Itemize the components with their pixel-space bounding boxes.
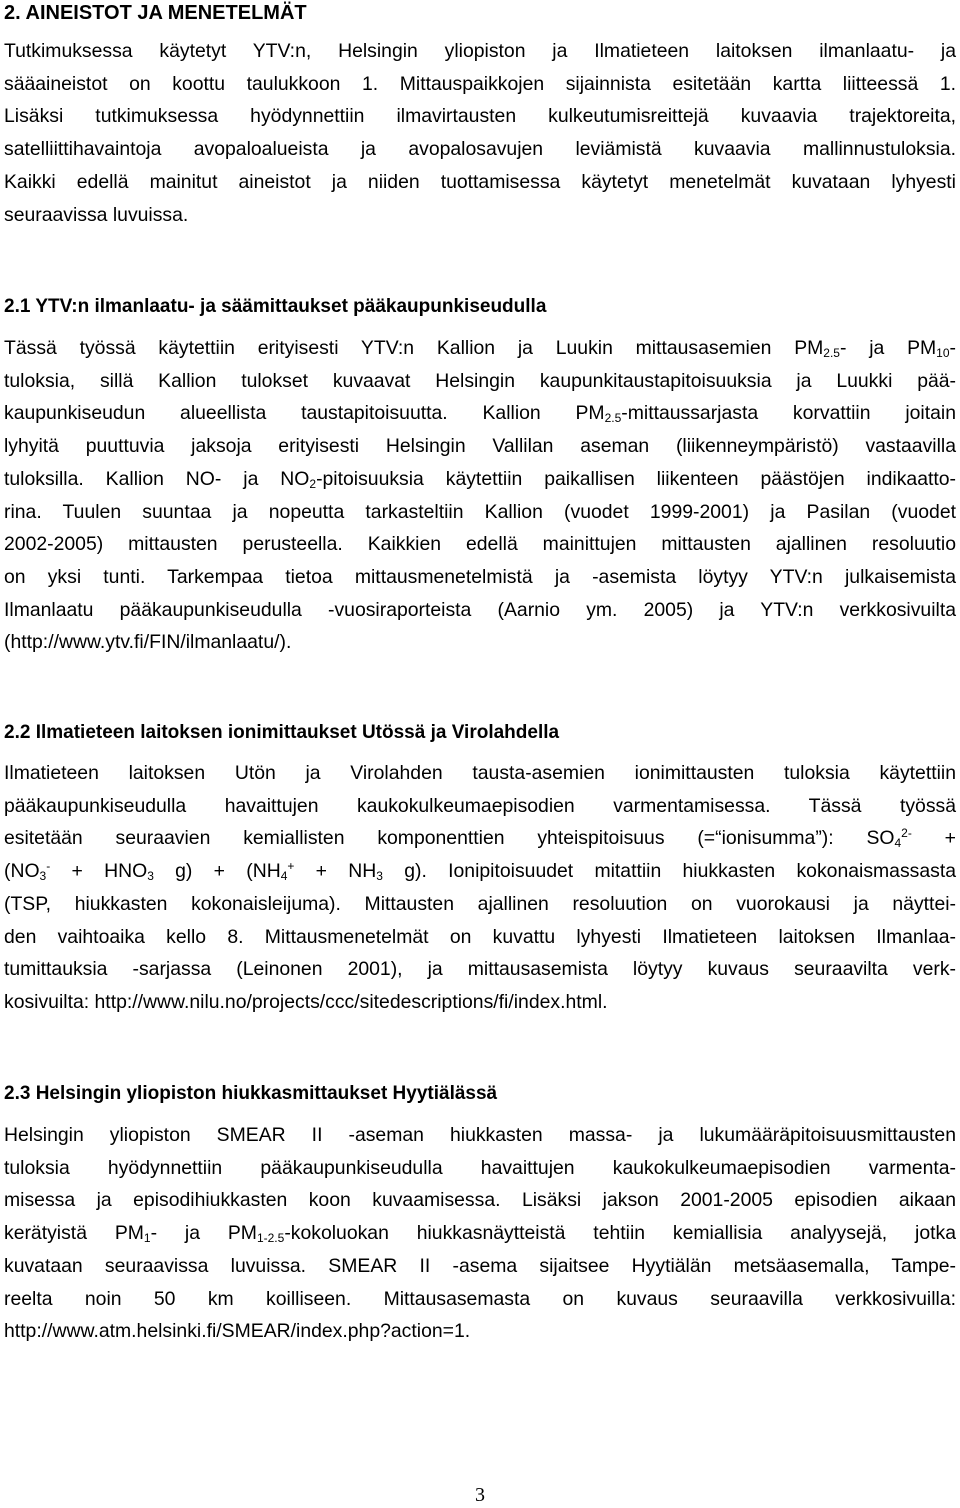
text-line: pääkaupunkiseudulla havaittujen kaukokulkeumaepisodien varmentamisessa. Tässä työssä: [4, 794, 956, 817]
subscript: 1-2.5: [256, 1231, 285, 1246]
text-span: - ja PM: [150, 1222, 257, 1245]
superscript: 2-: [901, 826, 912, 841]
text-line: Lisäksi tutkimuksessa hyödynnettiin ilmavirtausten kulkeutumisreittejä kuvaavia trajektoreita,: [4, 105, 956, 128]
text-line: kosivuilta: http://www.nilu.no/projects/ccc/sitedescriptions/fi/index.html.: [4, 990, 608, 1013]
subscript: 3: [39, 869, 47, 884]
text-span: +: [911, 827, 956, 850]
text-span: -pitoisuuksia käytettiin paikallisen liikenteen päästöjen indikaatto-: [316, 467, 956, 490]
text-line: misessa ja episodihiukkasten koon kuvaamisessa. Lisäksi jakson 2001-2005 episodien aikaan: [4, 1189, 956, 1212]
section-2-1-paragraph: [4, 332, 956, 659]
text-span: + HNO: [50, 860, 148, 883]
text-line: seuraavissa luvuissa.: [4, 203, 189, 226]
text-span: esitetään seuraavien kemiallisten komponenttien yhteispitoisuus (=“ionisumma”): SO: [4, 827, 895, 850]
text-line: reelta noin 50 km koilliseen. Mittausasemasta on kuvaus seuraavilla verkkosivuilla:: [4, 1287, 956, 1310]
subscript: 2.5: [823, 346, 840, 360]
text-line: on yksi tunti. Tarkempaa tietoa mittausmenetelmistä ja -asemista löytyy YTV:n julkaisemista: [4, 565, 956, 588]
text-span: - ja PM: [839, 337, 937, 359]
text-line: kuvataan seuraavissa luvuissa. SMEAR II -asema sijaitsee Hyytiälän metsäasemalla, Tampe-: [4, 1254, 956, 1277]
text-line: [4, 822, 956, 855]
text-line: [4, 1217, 956, 1250]
text-line: lyhyitä puuttuvia jaksoja erityisesti Helsingin Vallilan aseman (liikenneympäristö) vastaavilla: [4, 435, 956, 458]
page-number: 3: [475, 1484, 485, 1506]
text-line: 2002-2005) mittausten perusteella. Kaikkien edellä mainittujen mittausten ajallinen resoluutio: [4, 533, 956, 556]
subscript: 10: [936, 346, 950, 360]
text-span: kaupunkiseudun alueellista taustapitoisuutta. Kallion PM: [4, 402, 605, 425]
text-span: -kokoluokan hiukkasnäytteistä tehtiin kemiallisia analyysejä, jotka: [284, 1222, 957, 1245]
section-2-2-paragraph: [4, 757, 956, 1019]
text-span: + NH: [294, 860, 377, 883]
text-line: (http://www.ytv.fi/FIN/ilmanlaatu/).: [4, 631, 292, 654]
subscript: 4: [280, 869, 288, 884]
text-line: [4, 397, 956, 430]
text-span: Tässä työssä käytettiin erityisesti YTV:n Kallion ja Luukin mittausasemien PM: [4, 337, 824, 359]
text-span: kerätyistä PM: [4, 1222, 144, 1245]
subscript: 4: [894, 836, 902, 851]
text-line: [4, 463, 956, 496]
chapter-heading: 2. AINEISTOT JA MENETELMÄT: [4, 2, 307, 24]
subscript: 3: [376, 869, 383, 884]
superscript: +: [287, 859, 295, 874]
text-line: Kaikki edellä mainitut aineistot ja niiden tuottamisessa käytetyt menetelmät kuvataan lyhyesti: [4, 170, 956, 193]
section-heading-2-3: 2.3 Helsingin yliopiston hiukkasmittaukset Hyytiälässä: [4, 1083, 498, 1104]
section-2-3-paragraph: [4, 1119, 956, 1348]
text-line: Ilmatieteen laitoksen Utön ja Virolahden tausta-asemien ionimittausten tuloksia käytettiin: [4, 762, 956, 784]
text-line: rina. Tuulen suuntaa ja nopeutta tarkasteltiin Kallion (vuodet 1999-2001) ja Pasilan (vuodet: [4, 500, 956, 523]
text-line: sääaineistot on koottu taulukkoon 1. Mittauspaikkojen sijainnista esitetään kartta liitteessä 1.: [4, 72, 956, 95]
text-line: (TSP, hiukkasten kokonaisleijuma). Mittausten ajallinen resoluution on vuorokausi ja näyttei-: [4, 892, 956, 915]
section-heading-2-2: 2.2 Ilmatieteen laitoksen ionimittaukset Utössä ja Virolahdella: [4, 722, 560, 743]
subscript: 1: [143, 1231, 151, 1246]
intro-paragraph: [4, 35, 956, 231]
text-span: -mittaussarjasta korvattiin joitain: [621, 402, 956, 425]
text-line: [4, 855, 956, 888]
text-span: -: [949, 337, 956, 359]
subscript: 3: [147, 869, 154, 884]
text-line: tuloksia hyödynnettiin pääkaupunkiseudulla havaittujen kaukokulkeumaepisodien varmenta-: [4, 1156, 956, 1179]
text-line: tumittauksia -sarjassa (Leinonen 2001), ja mittausasemista löytyy kuvaus seuraavilta verk-: [4, 958, 956, 981]
text-span: g). Ionipitoisuudet mitattiin hiukkasten kokonaismassasta: [382, 860, 956, 883]
text-line: http://www.atm.helsinki.fi/SMEAR/index.php?action=1.: [4, 1320, 471, 1343]
section-heading-2-1: 2.1 YTV:n ilmanlaatu- ja säämittaukset pääkaupunkiseudulla: [4, 296, 547, 317]
text-line: Tutkimuksessa käytetyt YTV:n, Helsingin yliopiston ja Ilmatieteen laitoksen ilmanlaatu- ja: [4, 40, 956, 62]
text-line: tuloksia, sillä Kallion tulokset kuvaavat Helsingin kaupunkitaustapitoisuuksia ja Luukki pää-: [4, 369, 956, 392]
subscript: 2.5: [604, 411, 622, 426]
subscript: 2: [309, 476, 317, 491]
text-span: (NO: [4, 860, 40, 883]
text-line: Ilmanlaatu pääkaupunkiseudulla -vuosiraporteista (Aarnio ym. 2005) ja YTV:n verkkosivuilta: [4, 598, 956, 621]
text-span: g) + (NH: [153, 860, 281, 883]
text-line: den vaihtoaika kello 8. Mittausmenetelmät on kuvattu lyhyesti Ilmatieteen laitoksen Ilmanlaa-: [4, 925, 956, 948]
text-line: satelliittihavaintoja avopaloalueista ja avopalosavujen leviämistä kuvaavia mallinnustuloksia.: [4, 138, 956, 161]
text-line: Helsingin yliopiston SMEAR II -aseman hiukkasten massa- ja lukumääräpitoisuusmittausten: [4, 1124, 956, 1146]
text-span: tuloksilla. Kallion NO- ja NO: [4, 467, 310, 490]
text-line: [4, 332, 956, 365]
superscript: -: [46, 859, 51, 874]
